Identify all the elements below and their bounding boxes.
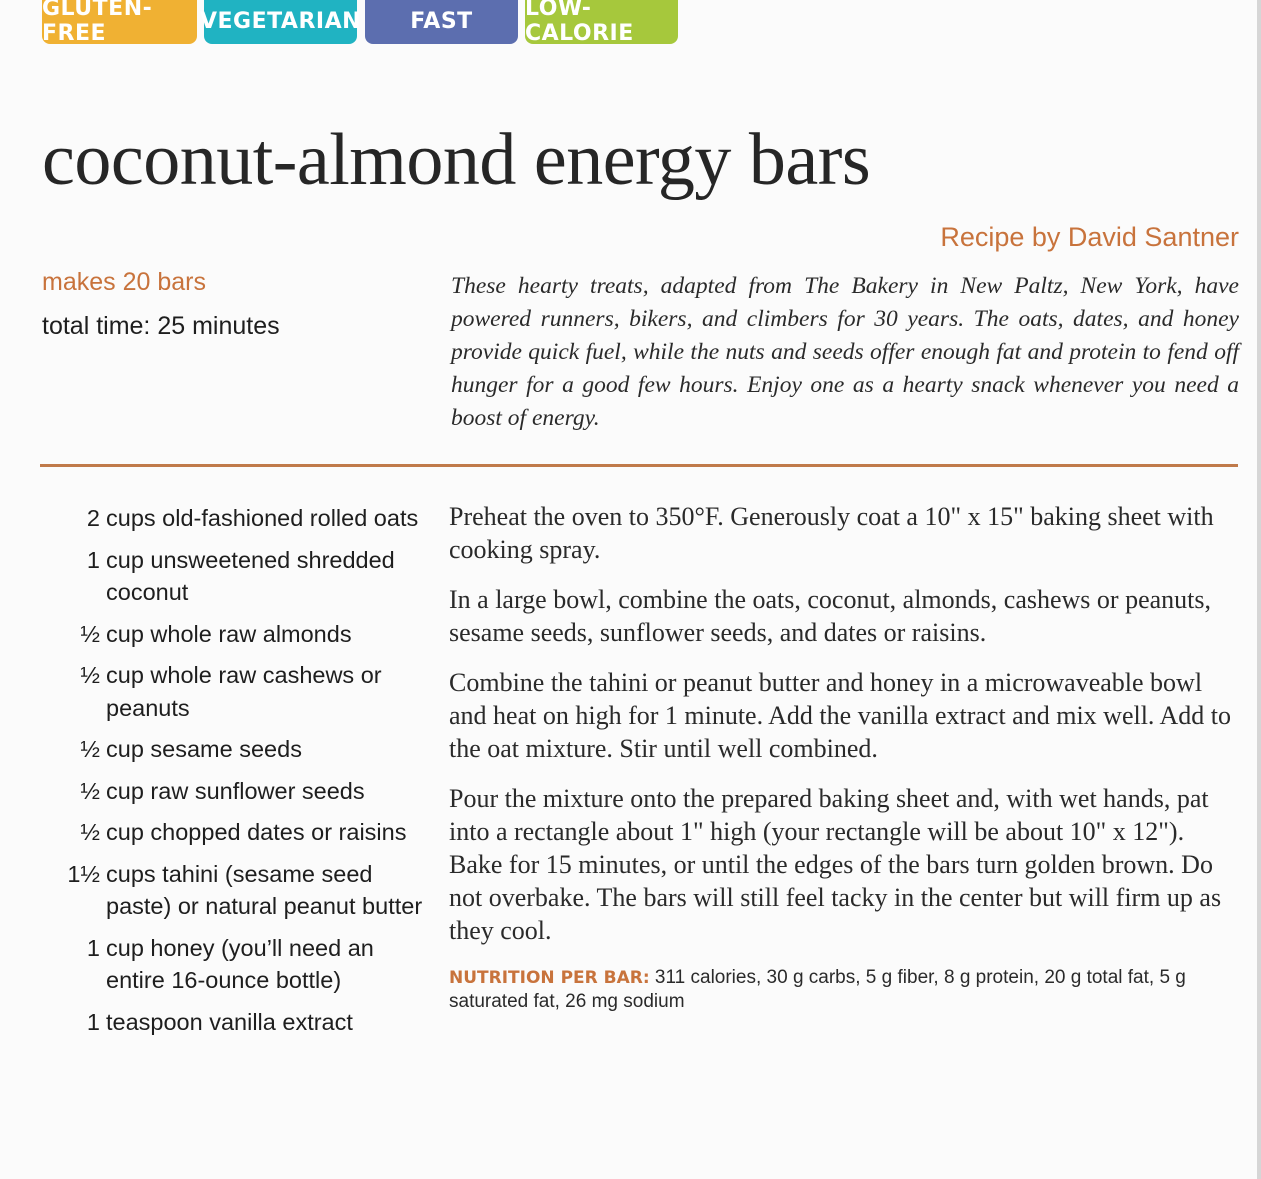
ingredient-item	[40, 858, 430, 923]
recipe-title: coconut-almond energy bars	[42, 119, 871, 201]
directions	[449, 500, 1239, 964]
tag-gluten-free: GLUTEN-FREE	[42, 0, 197, 44]
ingredient-qty: 1	[86, 546, 100, 573]
ingredient-qty: 2	[86, 505, 100, 531]
tag-vegetarian: VEGETARIAN	[204, 0, 357, 44]
recipe-author: Recipe by David Santner	[940, 222, 1239, 252]
ingredient-name: cup whole raw cashews or peanuts	[106, 662, 382, 721]
ingredient-name: cups old-fashioned rolled oats	[106, 505, 419, 531]
tag-fast: FAST	[365, 0, 518, 44]
page-edge	[1257, 0, 1261, 1179]
ingredient-qty: ½	[80, 777, 100, 804]
ingredient-qty: 1½	[67, 860, 100, 887]
nutrition-label: NUTRITION PER BAR:	[449, 968, 650, 988]
tag-low-calorie: LOW-CALORIE	[525, 0, 678, 44]
intro-paragraph: These hearty treats, adapted from The Bakery in New Paltz, New York, have powered runners, bikers, and climbers for 30 years. The oats, dates, and honey provide quick fuel, while the nuts and seeds offer enough fat and protein to fend off hunger for a good few hours. Enjoy one as a hearty snack whenever you need a boost of energy.	[451, 273, 1239, 431]
nutrition-text: 311 calories, 30 g carbs, 5 g fiber, 8 g protein, 20 g total fat, 5 g saturated fat, 26 mg sodium	[449, 967, 1186, 1012]
ingredient-item	[40, 502, 430, 535]
nutrition-info	[449, 966, 1239, 1014]
ingredient-item	[40, 618, 430, 651]
ingredient-name: cup chopped dates or raisins	[106, 819, 407, 845]
ingredient-name: cup unsweetened shredded coconut	[106, 546, 395, 605]
direction-step: Combine the tahini or peanut butter and honey in a microwaveable bowl and heat on high for 1 minute. Add the vanilla extract and mix well. Add to the oat mixture. Stir until well combined.	[449, 668, 1231, 763]
yield: makes 20 bars	[42, 268, 206, 296]
ingredient-item	[40, 659, 430, 724]
direction-step: Pour the mixture onto the prepared baking sheet and, with wet hands, pat into a rectangle about 1" high (your rectangle will be about 10" x 12"). Bake for 15 minutes, or until the edges of the bars turn golden brown. Do not overbake. The bars will still feel tacky in the center but will firm up as they cool.	[449, 784, 1222, 945]
ingredient-name: cups tahini (sesame seed paste) or natural peanut butter	[106, 860, 423, 919]
ingredient-name: teaspoon vanilla extract	[106, 1008, 353, 1035]
direction-step: In a large bowl, combine the oats, coconut, almonds, cashews or peanuts, sesame seeds, sunflower seeds, and dates or raisins.	[449, 585, 1211, 647]
ingredient-qty: ½	[80, 662, 100, 688]
ingredient-name: cup whole raw almonds	[106, 620, 352, 647]
ingredient-item	[40, 733, 430, 766]
direction-step: Preheat the oven to 350°F. Generously coat a 10" x 15" baking sheet with cooking spray.	[449, 502, 1214, 564]
ingredient-item	[40, 1006, 430, 1039]
ingredient-item	[40, 544, 430, 609]
ingredient-item	[40, 816, 430, 849]
ingredient-qty: ½	[80, 620, 100, 647]
ingredient-item	[40, 932, 430, 997]
ingredient-qty: 1	[86, 1008, 100, 1035]
ingredient-item	[40, 775, 430, 808]
ingredient-name: cup honey (you’ll need an entire 16-ounce bottle)	[106, 934, 374, 993]
ingredient-qty: 1	[86, 934, 100, 961]
ingredient-name: cup raw sunflower seeds	[106, 777, 365, 804]
ingredient-name: cup sesame seeds	[106, 736, 302, 762]
ingredient-qty: ½	[80, 819, 100, 845]
ingredient-qty: ½	[80, 736, 100, 762]
ingredient-list	[40, 502, 430, 1047]
total-time: total time: 25 minutes	[42, 312, 280, 340]
section-divider	[40, 464, 1238, 467]
